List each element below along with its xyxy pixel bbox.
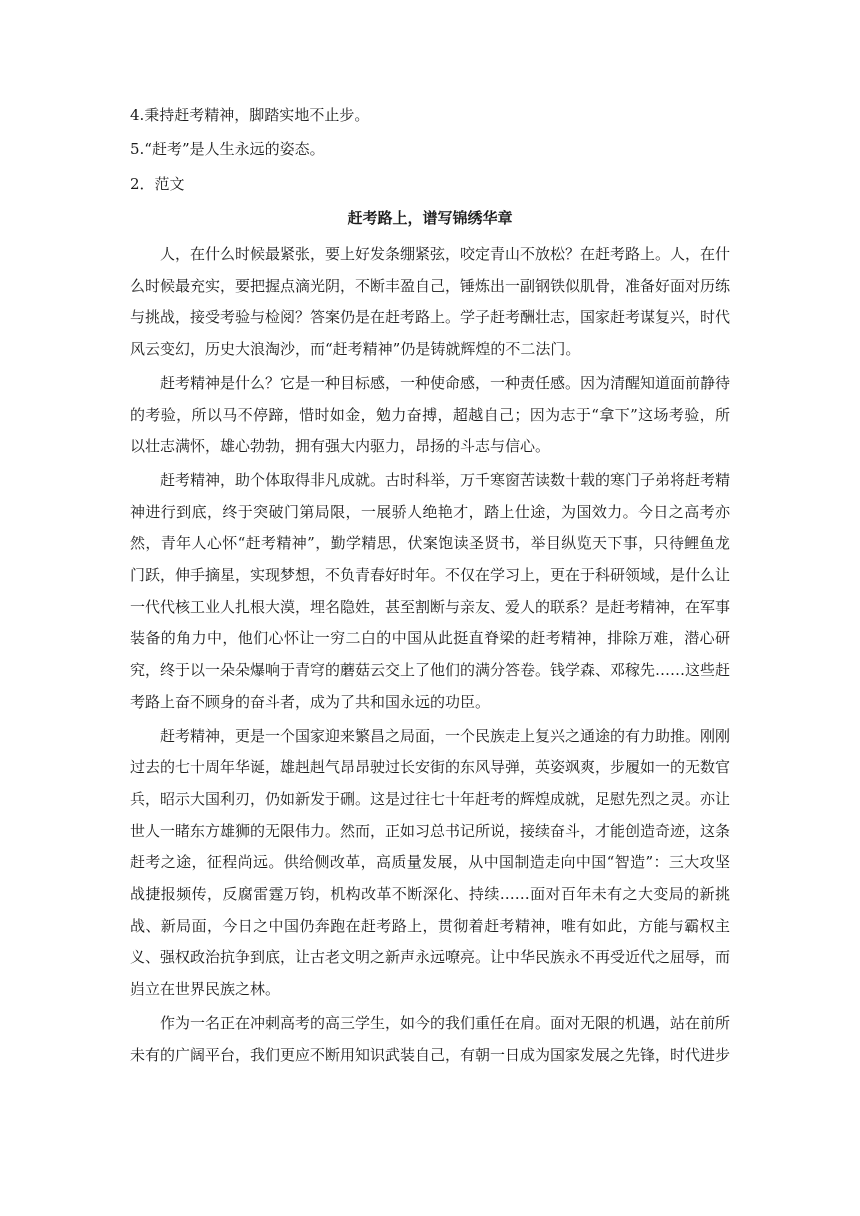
essay-paragraph: 赶考精神，助个体取得非凡成就。古时科举，万千寒窗苦读数十载的寒门子弟将赶考精神进行到底，终于突破门第局限，一展骄人绝艳才，踏上仕途，为国效力。今日之高考亦然，青年人心怀“赶考精神”，勤学精思，伏案饱读圣贤书，举目纵览天下事，只待鲤鱼龙门跃，伸手摘星，实现梦想，不负青春好时年。不仅在学习上，更在于科研领域，是什么让一代代核工业人扎根大漠，埋名隐姓，甚至割断与亲友、爱人的联系？是赶考精神，在军事装备的角力中，他们心怀让一穷二白的中国从此挺直脊梁的赶考精神，排除万难，潜心研究，终于以一朵朵爆响于青穹的蘑菇云交上了他们的满分答卷。钱学森、邓稼先……这些赶考路上奋不顾身的奋斗者，成为了共和国永远的功臣。 — [130, 470, 731, 711]
essay-paragraph: 赶考精神是什么？它是一种目标感，一种使命感，一种责任感。因为清醒知道面前静待的考验，所以马不停蹄，惜时如金，勉力奋搏，超越自己；因为志于“拿下”这场考验，所以壮志满怀，雄心勃勃，拥有强大内驱力，昂扬的斗志与信心。 — [130, 373, 731, 456]
essay-paragraph: 作为一名正在冲刺高考的高三学生，如今的我们重任在肩。面对无限的机遇，站在前所未有的广阔平台，我们更应不断用知识武装自己，有朝一日成为国家发展之先锋，时代进步 — [130, 1013, 731, 1064]
essay-title: 赶考路上，谱写锦绣华章 — [347, 209, 513, 227]
outline-item-5: 5.“赶考”是人生永远的姿态。 — [130, 140, 325, 158]
section-heading: 2．范文 — [130, 175, 185, 193]
essay-paragraph: 人，在什么时候最紧张，要上好发条绷紧弦，咬定青山不放松？在赶考路上。人，在什么时候最充实，要把握点滴光阴，不断丰盈自己，锤炼出一副钢铁似肌骨，准备好面对历练与挑战，接受考验与检阅？答案仍是在赶考路上。学子赶考酬壮志，国家赶考谋复兴，时代风云变幻，历史大浪淘沙，而“赶考精神”仍是铸就辉煌的不二法门。 — [130, 245, 731, 359]
document-page — [130, 106, 730, 1071]
essay-paragraph: 赶考精神，更是一个国家迎来繁昌之局面，一个民族走上复兴之通途的有力助推。刚刚过去的七十周年华诞，雄赳赳气昂昂驶过长安街的东风导弹，英姿飒爽，步履如一的无数官兵，昭示大国利刃，仍如新发于硎。这是过往七十年赶考的辉煌成就，足慰先烈之灵。亦让世人一睹东方雄狮的无限伟力。然而，正如习总书记所说，接续奋斗，才能创造奇迹，这条赶考之途，征程尚远。供给侧改革，高质量发展，从中国制造走向中国“智造”：三大攻坚战捷报频传，反腐雷霆万钧，机构改革不断深化、持续……面对百年未有之大变局的新挑战、新局面，今日之中国仍奔跑在赶考路上，贯彻着赶考精神，唯有如此，方能与霸权主义、强权政治抗争到底，让古老文明之新声永远嘹亮。让中华民族永不再受近代之屈辱，而岿立在世界民族之林。 — [130, 726, 731, 999]
outline-item-4: 4.秉持赶考精神，脚踏实地不止步。 — [130, 106, 370, 124]
